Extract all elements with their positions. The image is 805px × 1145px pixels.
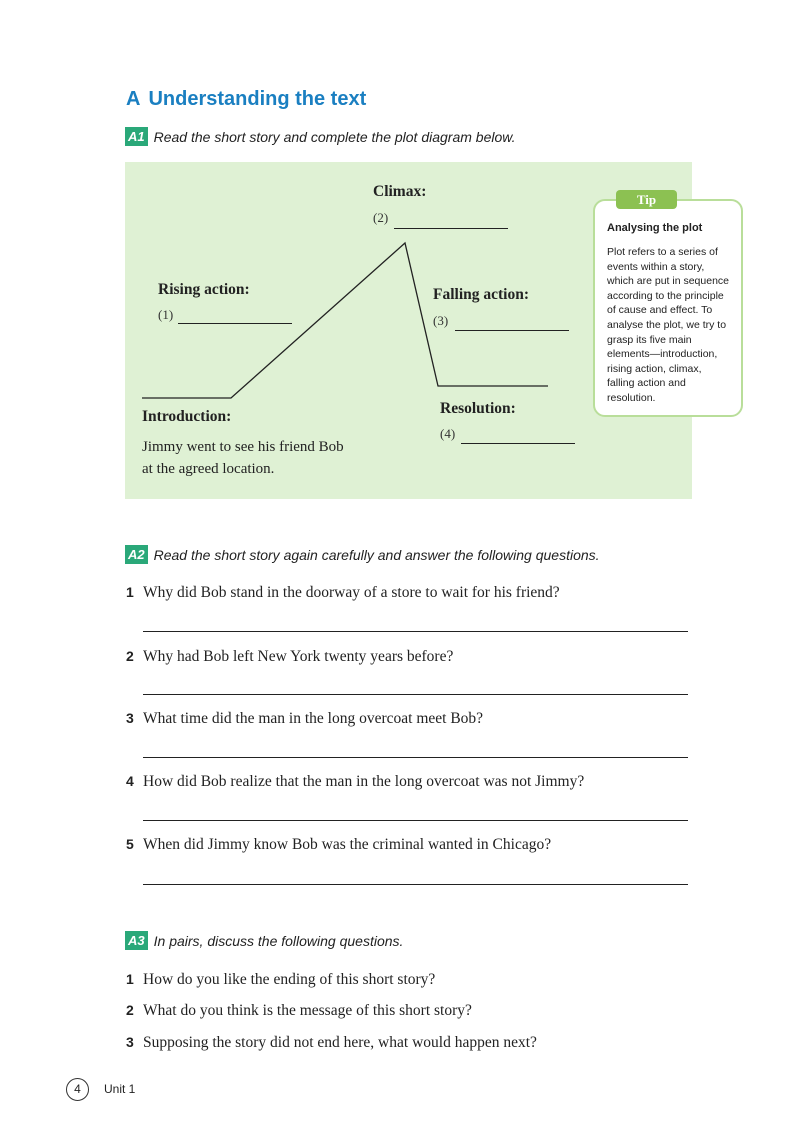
question-item (126, 584, 560, 602)
task-a2 (125, 545, 600, 564)
question-item (126, 773, 584, 791)
answer-line[interactable] (143, 884, 688, 885)
tip-line: elements—introduction, (607, 348, 718, 361)
discussion-number: 1 (126, 971, 134, 987)
tip-line: which are put in sequence (607, 275, 729, 288)
rising-action-answer-blank[interactable] (178, 323, 292, 324)
introduction-label: Introduction: (142, 408, 232, 425)
rising-action-number: (1) (158, 307, 174, 322)
resolution-answer-blank[interactable] (461, 443, 575, 444)
tip-line: of cause and effect. To (607, 304, 713, 317)
discussion-number: 3 (126, 1034, 134, 1050)
section-letter: A (126, 88, 141, 110)
tip-line: falling action and (607, 377, 686, 390)
answer-line[interactable] (143, 694, 688, 695)
falling-action-label: Falling action: (433, 286, 530, 303)
page-number: 4 (66, 1078, 89, 1101)
introduction-line-2: at the agreed location. (142, 461, 275, 477)
falling-action-number: (3) (433, 313, 449, 328)
task-a1-instruction: Read the short story and complete the plot diagram below. (153, 129, 516, 145)
question-text: What time did the man in the long overcoat meet Bob? (143, 710, 484, 727)
task-badge-a1: A1 (125, 127, 148, 146)
task-a3-instruction: In pairs, discuss the following questions. (153, 933, 404, 949)
discussion-item (126, 1002, 472, 1020)
tip-body (607, 245, 735, 406)
section-heading: Understanding the text (148, 88, 367, 110)
rising-action-label: Rising action: (158, 281, 250, 298)
question-text: When did Jimmy know Bob was the criminal wanted in Chicago? (143, 836, 552, 853)
tip-line: rising action, climax, (607, 362, 702, 375)
climax-number: (2) (373, 210, 389, 225)
question-number: 3 (126, 710, 134, 726)
resolution-number: (4) (440, 426, 456, 441)
question-number: 2 (126, 648, 134, 664)
resolution-label: Resolution: (440, 400, 516, 417)
climax-answer-blank[interactable] (394, 228, 508, 229)
climax-label: Climax: (373, 183, 427, 200)
discussion-item (126, 1034, 537, 1052)
question-number: 1 (126, 584, 134, 600)
answer-line[interactable] (143, 820, 688, 821)
unit-label: Unit 1 (104, 1082, 136, 1096)
answer-line[interactable] (143, 631, 688, 632)
question-number: 5 (126, 836, 134, 852)
question-number: 4 (126, 773, 134, 789)
tip-title: Analysing the plot (607, 222, 703, 234)
question-text: How did Bob realize that the man in the long overcoat was not Jimmy? (143, 773, 585, 790)
tip-line: events within a story, (607, 260, 705, 273)
question-text: Why did Bob stand in the doorway of a store to wait for his friend? (143, 584, 560, 601)
question-item (126, 836, 551, 854)
question-item (126, 710, 483, 728)
question-item (126, 648, 453, 666)
task-a2-instruction: Read the short story again carefully and answer the following questions. (153, 547, 600, 563)
discussion-item (126, 971, 435, 989)
discussion-number: 2 (126, 1002, 134, 1018)
tip-line: analyse the plot, we try to (607, 318, 727, 331)
tip-line: resolution. (607, 391, 656, 404)
tip-line: grasp its five main (607, 333, 692, 346)
question-text: Why had Bob left New York twenty years before? (143, 648, 454, 665)
discussion-text: What do you think is the message of this short story? (143, 1002, 472, 1019)
falling-action-answer-blank[interactable] (455, 330, 569, 331)
task-badge-a2: A2 (125, 545, 148, 564)
introduction-text (142, 436, 344, 480)
introduction-line-1: Jimmy went to see his friend Bob (142, 439, 344, 455)
tip-line: according to the principle (607, 289, 724, 302)
discussion-text: Supposing the story did not end here, what would happen next? (143, 1034, 537, 1051)
tip-tag: Tip (616, 190, 677, 209)
tip-line: Plot refers to a series of (607, 246, 718, 258)
task-a3 (125, 931, 403, 950)
task-badge-a3: A3 (125, 931, 148, 950)
answer-line[interactable] (143, 757, 688, 758)
discussion-text: How do you like the ending of this short story? (143, 971, 436, 988)
